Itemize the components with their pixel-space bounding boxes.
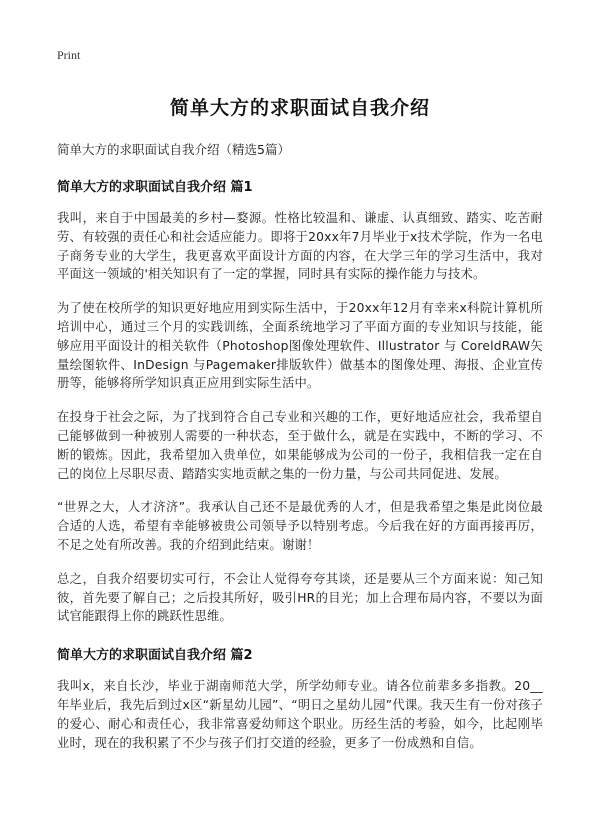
section-heading-1: 简单大方的求职面试自我介绍 篇1 bbox=[57, 180, 253, 195]
paragraph: 我叫x，来自长沙，毕业于湖南师范大学，所学幼师专业。请各位前辈多多指教。20__年毕业后，我先后到过x区“新星幼儿园”、“明日之星幼儿园”代课。我天生有一份对孩子的爱心、耐心和责任心，我非常喜爱幼师这个职业。历经生活的考验，如今，比起刚毕业时，现在的我积累了不少与孩子们打交道的经验，更多了一份成熟和自信。 bbox=[57, 679, 543, 750]
page-title: 简单大方的求职面试自我介绍 bbox=[169, 97, 430, 119]
section-heading-2: 简单大方的求职面试自我介绍 篇2 bbox=[57, 648, 253, 664]
print-link[interactable]: Print bbox=[57, 48, 81, 62]
paragraph: “世界之大，人才济济”。我承认自己还不是最优秀的人才，但是我希望之集是此岗位最合适的人选，希望有幸能够被贵公司领导予以特别考虑。今后我在好的方面再接再厉，不足之处有所改善。我的介绍到此结束。谢谢！ bbox=[57, 500, 543, 552]
paragraph: 在投身于社会之际，为了找到符合自己专业和兴趣的工作，更好地适应社会，我希望自己能够做到一种被别人需要的一种状态，至于做什么，就是在实践中，不断的学习、不断的锻炼。因此，我希望加入贵单位，如果能够成为公司的一份子，我相信我一定在自己的岗位上尽职尽责、踏踏实实地贡献之集的一份力量，与公司共同促进、发展。 bbox=[57, 410, 543, 481]
document-subtitle: 简单大方的求职面试自我介绍（精选5篇） bbox=[57, 142, 290, 157]
paragraph: 总之，自我介绍要切实可行，不会让人觉得夸夸其谈，还是要从三个方面来说：知己知彼，首先要了解自己；之后投其所好，吸引HR的目光；加上合理布局内容，不要以为面试官能跟得上你的跳跃性思维。 bbox=[57, 571, 543, 624]
paragraph: 我叫，来自于中国最美的乡村—婺源。性格比较温和、谦虚、认真细致、踏实、吃苦耐劳、有较强的责任心和社会适应能力。即将于20xx年7月毕业于x技术学院，作为一名电子商务专业的大学生，我更喜欢平面设计方面的内容，在大学三年的学习生活中，我对平面这一领域的'相关知识有了一定的掌握，同时具有实际的操作能力与技术。 bbox=[57, 211, 543, 282]
paragraph: 为了使在校所学的知识更好地应用到实际生活中，于20xx年12月有幸来x科院计算机所培训中心，通过三个月的实践训练，全面系统地学习了平面方面的专业知识与技能，能够应用平面设计的相关软件（Photoshop图像处理软件、Illustrator 与 CoreldRAW矢量绘图软件、InDesign 与Pagemaker排版软件）做基本的图像处理、海报、企业宣传册等，能够将所学知识真正应用到实际生活中。 bbox=[57, 301, 543, 391]
